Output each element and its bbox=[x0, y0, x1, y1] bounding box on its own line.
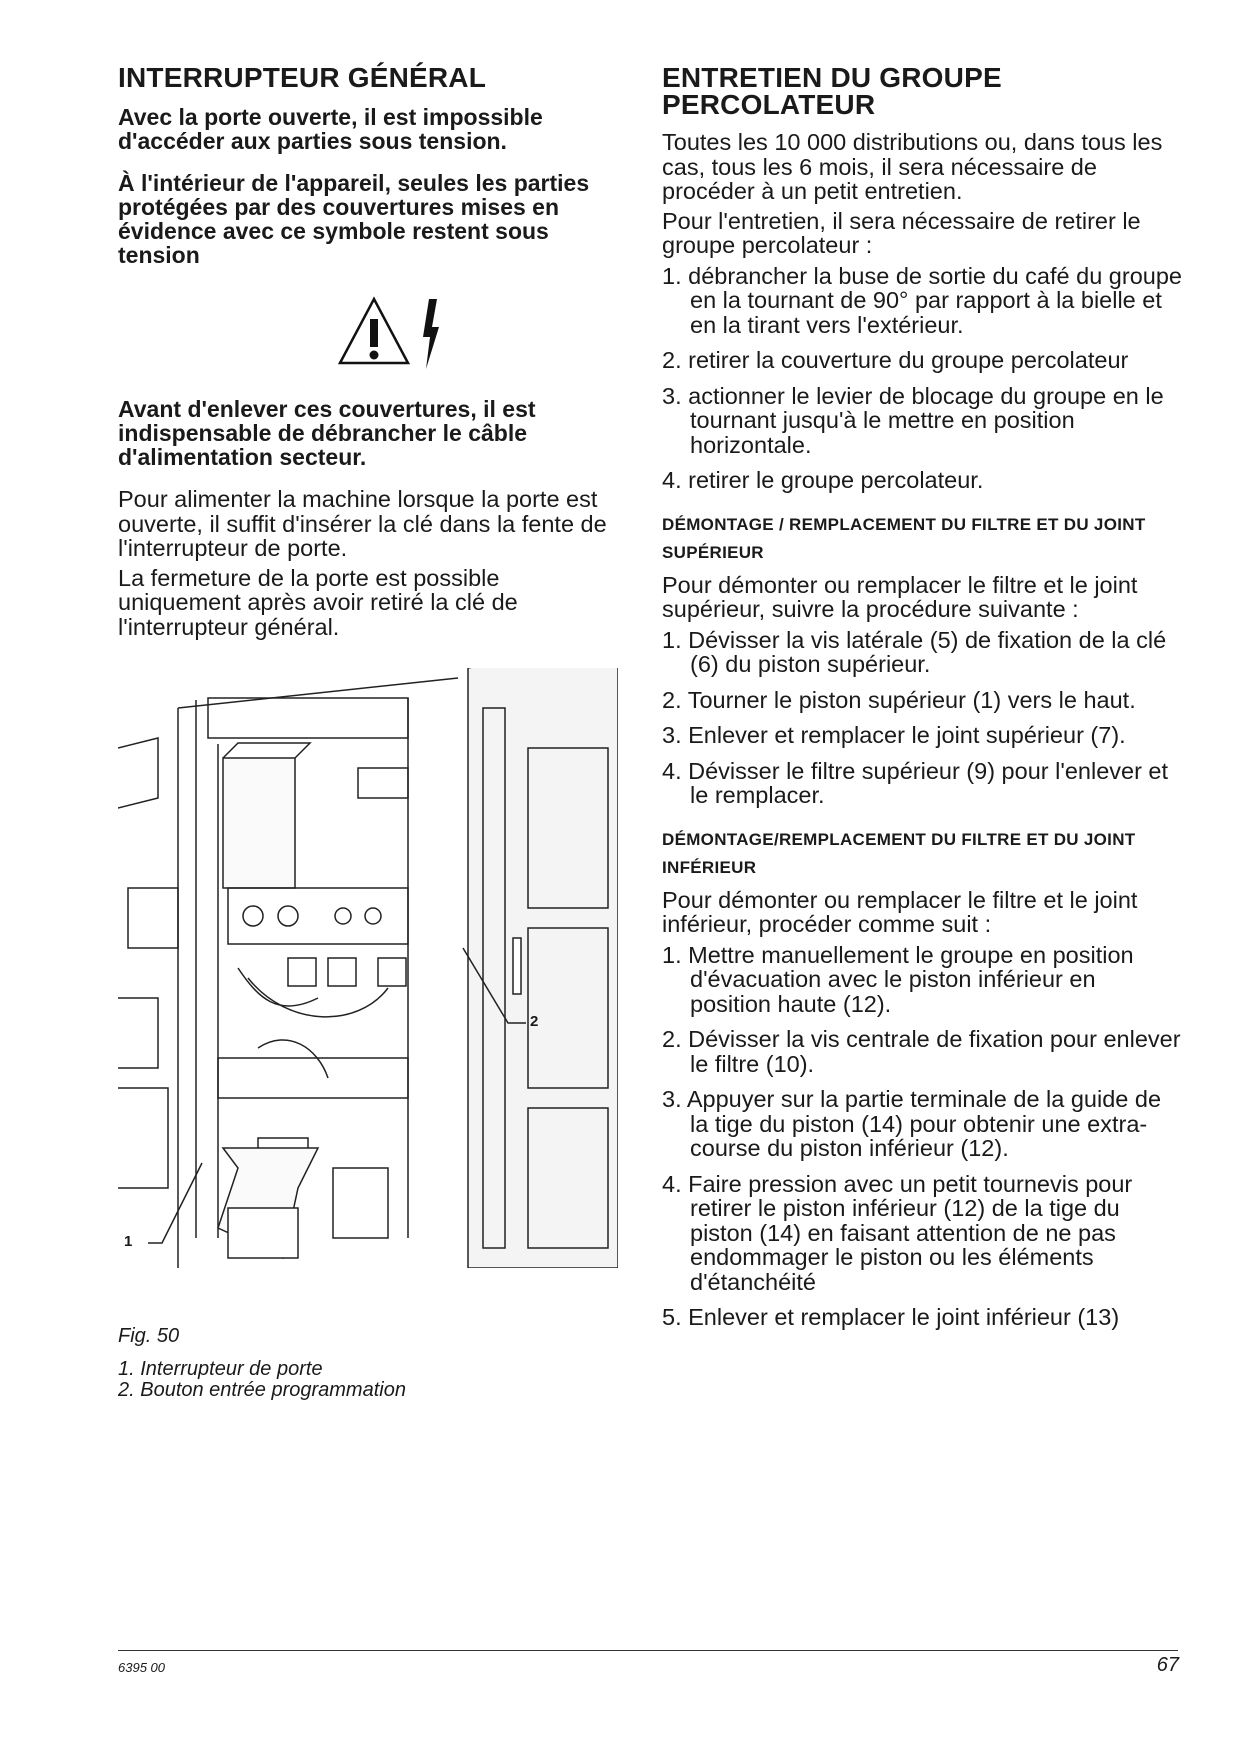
section-title-entretien: ENTRETIEN DU GROUPE PERCOLATEUR bbox=[662, 62, 1002, 120]
warning-protected-parts: À l'intérieur de l'appareil, seules les parties protégées par des couvertures mises en évidence avec ce symbole restent sous tension bbox=[118, 170, 590, 268]
page-number: 67 bbox=[1156, 1654, 1179, 1676]
list-item: 3. actionner le levier de blocage du groupe en le tournant jusqu'à le mettre en position horizontale. bbox=[662, 382, 1164, 458]
paragraph-remove-group: Pour l'entretien, il sera nécessaire de retirer le groupe percolateur : bbox=[662, 207, 1141, 258]
list-item: 4. Dévisser le filtre supérieur (9) pour l'enlever et le remplacer. bbox=[662, 757, 1169, 808]
list-item: 5. Enlever et remplacer le joint inférieur (13) bbox=[662, 1304, 1120, 1330]
paragraph-lower-filter: Pour démonter ou remplacer le filtre et le joint inférieur, procéder comme suit : bbox=[662, 886, 1138, 937]
list-item: 1. Mettre manuellement le groupe en position d'évacuation avec le piston inférieur en position haute (12). bbox=[662, 941, 1134, 1017]
warning-door-open: Avec la porte ouverte, il est impossible d'accéder aux parties sous tension. bbox=[118, 104, 543, 154]
left-column bbox=[118, 64, 628, 644]
footer-divider bbox=[118, 1650, 1178, 1651]
callout-label-2: 2 bbox=[530, 1013, 539, 1030]
lightning-icon bbox=[423, 299, 439, 369]
list-item: 4. Faire pression avec un petit tournevis pour retirer le piston inférieur (12) de la tige du piston (14) en faisant attention de ne pas endommager le piston ou les éléments d'étanchéité bbox=[662, 1170, 1133, 1295]
caption-item: 1. Interrupteur de porte bbox=[118, 1358, 323, 1380]
steps-lower-filter bbox=[662, 943, 1182, 1330]
machine-interior-illustration bbox=[118, 668, 618, 1268]
hazard-symbols bbox=[118, 285, 628, 375]
callout-label-1: 1 bbox=[124, 1233, 133, 1250]
list-item: 3. Enlever et remplacer le joint supérieur (7). bbox=[662, 722, 1126, 748]
warning-disconnect-cable: Avant d'enlever ces couvertures, il est indispensable de débrancher le câble d'alimentation secteur. bbox=[118, 396, 536, 470]
figure-number: Fig. 50 bbox=[118, 1325, 180, 1347]
callout-line-1 bbox=[148, 1163, 202, 1243]
paragraph-door-closing: La fermeture de la porte est possible uniquement après avoir retiré la clé de l'interrupteur général. bbox=[118, 564, 518, 640]
right-column bbox=[662, 64, 1182, 1341]
steps-upper-filter bbox=[662, 628, 1182, 808]
paragraph-maintenance-interval: Toutes les 10 000 distributions ou, dans tous les cas, tous les 6 mois, il sera nécessaire de procéder à un petit entretien. bbox=[662, 129, 1163, 204]
list-item: 2. retirer la couverture du groupe percolateur bbox=[662, 347, 1129, 373]
steps-remove-group bbox=[662, 264, 1182, 493]
figure-caption bbox=[118, 1326, 618, 1401]
section-title-interrupteur: INTERRUPTEUR GÉNÉRAL bbox=[118, 62, 487, 93]
subheading-upper-filter: DÉMONTAGE / REMPLACEMENT DU FILTRE ET DU JOINT SUPÉRIEUR bbox=[662, 514, 1146, 562]
paragraph-power-door-open: Pour alimenter la machine lorsque la porte est ouverte, il suffit d'insérer la clé dans la fente de l'interrupteur de porte. bbox=[118, 486, 607, 561]
caption-item: 2. Bouton entrée programmation bbox=[118, 1379, 406, 1401]
list-item: 2. Tourner le piston supérieur (1) vers le haut. bbox=[662, 686, 1136, 713]
paragraph-upper-filter: Pour démonter ou remplacer le filtre et le joint supérieur, suivre la procédure suivante : bbox=[662, 571, 1138, 622]
list-item: 4. retirer le groupe percolateur. bbox=[662, 467, 984, 493]
list-item: 2. Dévisser la vis centrale de fixation pour enlever le filtre (10). bbox=[662, 1026, 1181, 1077]
document-code: 6395 00 bbox=[118, 1660, 165, 1675]
subheading-lower-filter: DÉMONTAGE/REMPLACEMENT DU FILTRE ET DU JOINT INFÉRIEUR bbox=[662, 829, 1136, 877]
list-item: 1. Dévisser la vis latérale (5) de fixation de la clé (6) du piston supérieur. bbox=[662, 626, 1167, 677]
list-item: 1. débrancher la buse de sortie du café du groupe en la tournant de 90° par rapport à la bielle et en la tirant vers l'extérieur. bbox=[662, 262, 1182, 338]
warning-triangle-icon bbox=[118, 285, 628, 375]
list-item: 3. Appuyer sur la partie terminale de la guide de la tige du piston (14) pour obtenir une extra-course du piston inférieur (12). bbox=[662, 1086, 1162, 1161]
